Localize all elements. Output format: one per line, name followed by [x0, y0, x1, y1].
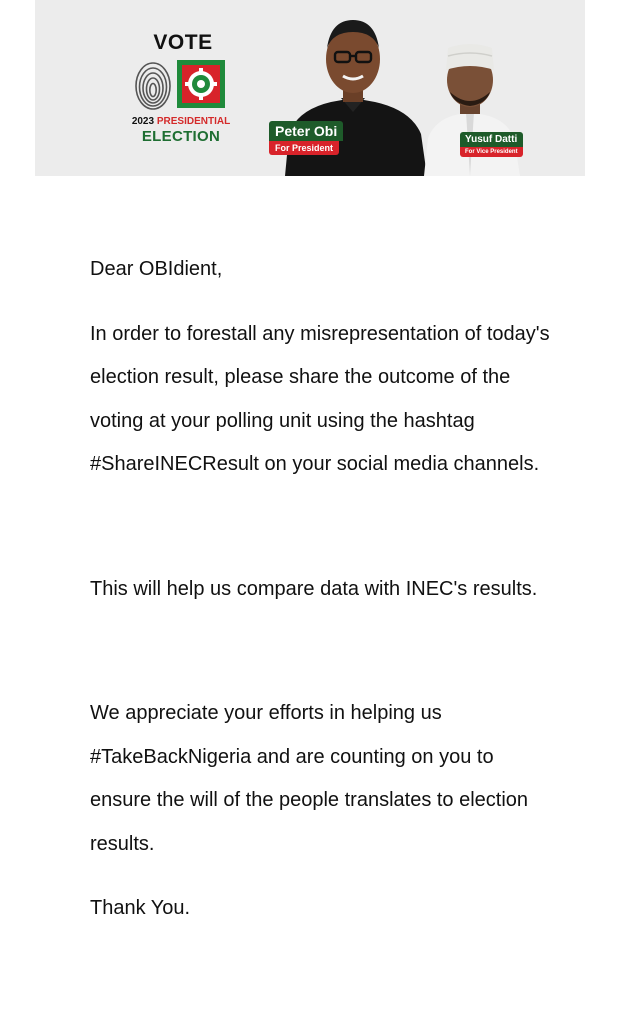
paragraph-share-results: In order to forestall any misrepresentation of today's election result, please share the outcome of the voting at your polling unit using the hashtag #ShareINECResult on your social media channels. — [90, 322, 550, 475]
peter-obi-name: Peter Obi — [269, 121, 343, 141]
peter-obi-role: For President — [269, 141, 339, 155]
yusuf-datti-name: Yusuf Datti — [460, 132, 523, 147]
yusuf-datti-role: For Vice President — [460, 147, 523, 157]
presidential-text: PRESIDENTIAL — [156, 116, 231, 127]
paragraph-appreciation: We appreciate your efforts in helping us #TakeBackNigeria and are counting on you to ensure the will of the people translates to election results. — [90, 702, 529, 855]
year-text: 2023 — [131, 116, 155, 127]
campaign-banner — [35, 0, 585, 176]
election-year — [131, 116, 231, 128]
party-logo-icon — [177, 60, 225, 108]
thumbprint-icon — [133, 61, 173, 111]
greeting: Dear OBIdient, — [90, 258, 223, 280]
vote-badge — [131, 32, 231, 145]
vote-title: VOTE — [153, 31, 213, 54]
paragraph-compare-data: This will help us compare data with INEC's results. — [90, 577, 538, 600]
yusuf-datti-tag — [460, 132, 523, 157]
closing: Thank You. — [90, 897, 191, 919]
peter-obi-tag — [269, 121, 343, 155]
election-text: ELECTION — [141, 128, 221, 145]
emblems — [131, 58, 231, 112]
letter-body — [90, 248, 560, 931]
